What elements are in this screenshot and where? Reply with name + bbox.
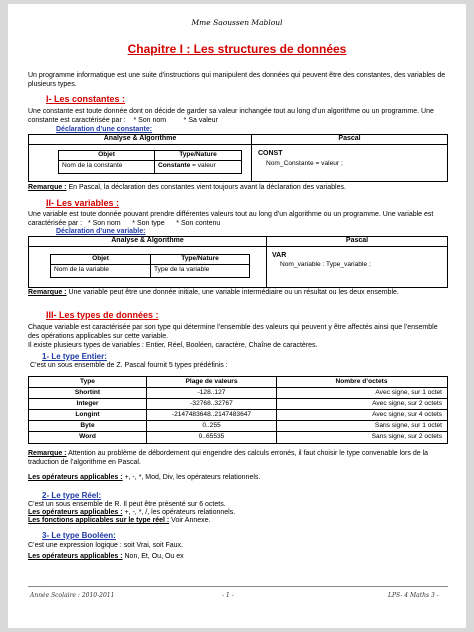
table-cell-type: Longint (75, 411, 100, 418)
table-cell-type: Word (79, 433, 96, 440)
table-cell-type: Byte (80, 422, 95, 429)
column-header-algo: Analyse & Algorithme (103, 135, 177, 142)
table-cell-bytes: Avec signe, sur 2 octets (372, 400, 442, 407)
section-types-heading: III- Les types de données : (46, 310, 159, 320)
document-page (8, 4, 466, 628)
boolean-operators: Les opérateurs applicables : Non, Et, Ou, Ou ex (28, 553, 184, 560)
column-header-pascal: Pascal (338, 135, 361, 142)
table-cell-range: -2147483648..2147483647 (171, 411, 252, 418)
page-title: Chapitre I : Les structures de données (127, 42, 347, 56)
constant-declaration-label: Déclaration d’une constante: (56, 126, 153, 133)
column-header-range: Plage de valeurs (185, 378, 238, 385)
author-name: Mme Saoussen Mabloul (191, 18, 283, 27)
table-cell-bytes: Sans signe, sur 2 octets (371, 433, 442, 440)
table-cell-bytes: Avec signe, sur 1 octet (375, 389, 442, 396)
constants-definition: Une constante est toute donnée dont on décide de garder sa valeur inchangée tout au long d’un algorithme ou un programme. Une constante est caractérisée par : * Son nom * Sa valeur (28, 108, 434, 124)
column-header-pascal: Pascal (345, 237, 369, 244)
integer-type-heading: 1- Le type Entier: (42, 352, 107, 361)
intro-paragraph: Un programme informatique est une suite d’instructions qui manipulent des données qui peuvent être des constantes, des variables de plusieurs types. (28, 72, 446, 88)
table-cell-range: 0..255 (202, 422, 221, 429)
real-type-heading: 2- Le type Réel: (42, 491, 102, 500)
footer-class: LPS- 4 Maths 3 - (388, 592, 439, 599)
object-header: Objet (98, 151, 115, 158)
table-divider (28, 409, 447, 410)
table-cell-type: Integer (76, 400, 99, 407)
variables-remark: Remarque : Une variable peut être une donnée initiale, une variable intermédiaire ou un résultat ou les deux ensemble. (28, 289, 399, 296)
real-functions: Les fonctions applicables sur le type réel : Voir Annexe. (28, 517, 211, 524)
variable-object-value: Nom de la variable (54, 266, 109, 273)
section-constants-heading: I- Les constantes : (46, 94, 126, 104)
table-cell-range: 0..65535 (198, 433, 225, 440)
table-divider (28, 398, 447, 399)
table-divider (28, 144, 447, 145)
footer-page-number: - 1 - (222, 592, 234, 599)
table-cell-range: -128..127 (197, 389, 226, 396)
table-divider (28, 420, 447, 421)
integer-operators: Les opérateurs applicables : +, -, *, Mod, Div, les opérateurs relationnels. (28, 474, 261, 481)
variables-definition: Une variable est toute donnée pouvant prendre différentes valeurs tout au long d’un algorithme ou un programme. Une variable est caractérisée par : * Son nom * Son type * Son contenu (28, 211, 434, 227)
boolean-type-text: C’est une expression logique : soit Vrai, soit Faux. (28, 542, 183, 549)
footer-rule (28, 586, 448, 587)
table-cell-bytes: Avec signe, sur 4 octets (372, 411, 442, 418)
real-operators: Les opérateurs applicables : +, -, *, /, les opérateurs relationnels. (28, 509, 236, 516)
type-header: Type/Nature (179, 151, 217, 158)
boolean-type-heading: 3- Le type Booléen: (42, 531, 116, 540)
table-divider (28, 431, 447, 432)
variable-declaration-label: Déclaration d’une variable: (56, 228, 146, 235)
column-header-type: Type (80, 378, 95, 385)
constants-remark: Remarque : En Pascal, la déclaration des constantes vient toujours avant la déclaration des variables. (28, 184, 346, 191)
integer-remark: Remarque : Attention au problème de débordement qui engendre des calculs erronés, il faut choisir le type convenable lors de la traduction de l’algorithme en Pascal. (28, 450, 429, 466)
table-divider (58, 160, 241, 161)
real-type-text: C’est un sous ensemble de R. Il peut être présenté sur 6 octets. (28, 501, 226, 508)
table-cell-range: -32768..32767 (190, 400, 233, 407)
section-variables-heading: II- Les variables : (46, 198, 120, 208)
object-header: Objet (92, 255, 109, 262)
variable-type-value: Type de la variable (154, 266, 210, 273)
pascal-const-keyword: CONST (258, 150, 283, 157)
footer-school-year: Année Scolaire : 2010-2011 (30, 592, 115, 599)
pascal-const-line: Nom_Constante = valeur ; (266, 160, 343, 167)
pascal-var-line: Nom_variable : Type_variable ; (280, 261, 371, 268)
column-header-bytes: Nombre d’octets (335, 378, 388, 385)
table-cell-bytes: Sans signe, sur 1 octet (374, 422, 442, 429)
table-divider (28, 246, 447, 247)
types-definition: Chaque variable est caractérisée par son type qui détermine l’ensemble des valeurs qui peuvent y être affectés ainsi que l’ensemble des opérations applicables sur cette variable. (28, 324, 438, 340)
constant-type-value: Constante = valeur (158, 162, 216, 169)
types-list: Il existe plusieurs types de variables : Entier, Réel, Booléen, caractère, Chaîne de caractères. (28, 342, 318, 349)
integer-type-text: C’est un sous ensemble de Z. Pascal fournit 5 types prédéfinis : (30, 362, 228, 369)
constant-object-value: Nom de la constante (62, 162, 123, 169)
table-divider (50, 264, 249, 265)
pascal-var-keyword: VAR (272, 252, 287, 259)
table-cell-type: Shortint (74, 389, 101, 396)
type-header: Type/Nature (181, 255, 219, 262)
table-divider (28, 387, 447, 388)
column-header-algo: Analyse & Algorithme (111, 237, 184, 244)
